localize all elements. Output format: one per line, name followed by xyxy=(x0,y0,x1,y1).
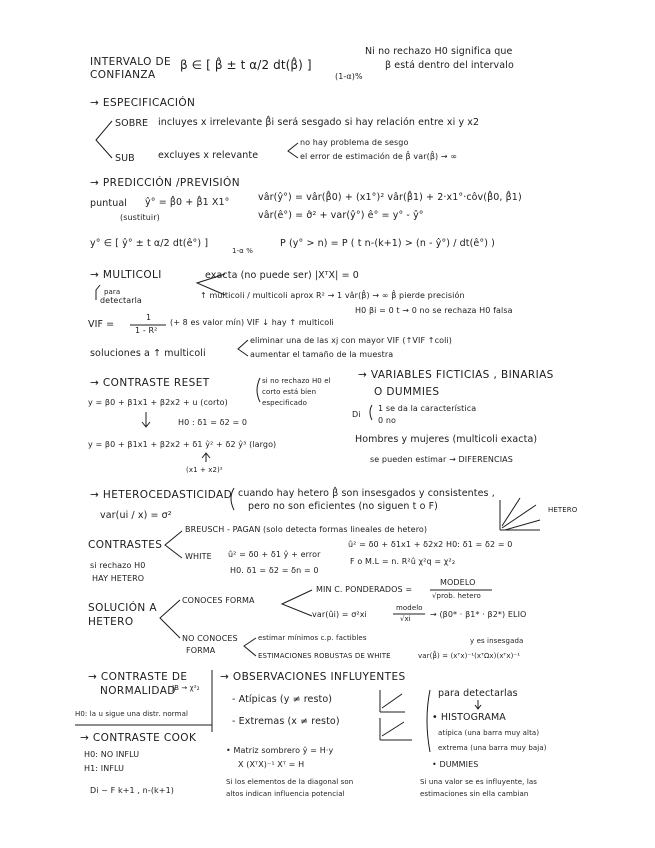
hetero-mini-graph xyxy=(500,498,540,530)
obs-matriz-eq: X (XᵀX)⁻¹ Xᵀ = H xyxy=(238,760,305,769)
hetero-elio: → (β0* · β1* · β2*) ELIO xyxy=(430,610,527,619)
hetero-text-2: pero no son eficientes (no siguen t o F) xyxy=(248,501,438,512)
reset-eq-1: y = β0 + β1x1 + β2x2 + u (corto) xyxy=(88,398,228,407)
obs-histograma: • HISTOGRAMA xyxy=(432,712,506,723)
hetero-white-eq: û² = δ0 + δ1 ŷ + error xyxy=(228,550,321,559)
esp-sub-angle xyxy=(288,143,298,158)
contrastes-angle xyxy=(165,531,182,558)
multi-title: → MULTICOLI xyxy=(90,269,162,281)
hetero-var: var(ui / x) = σ² xyxy=(100,510,172,521)
obs-valor-1: Si una valor se es influyente, las xyxy=(420,778,538,786)
pred-interval-sub: 1-α % xyxy=(232,247,253,255)
normal-title-1: → CONTRASTE DE xyxy=(88,671,188,683)
hetero-no-conoces-2: FORMA xyxy=(186,646,216,655)
reset-arrow-up xyxy=(202,453,210,462)
multi-aprox: ↑ multicoli / multicoli aprox R² → 1 vâr(β̂) → ∞ β̂ pierde precisión xyxy=(200,291,465,300)
esp-sobre-text: incluyes x irrelevante β̂i será sesgado si hay relación entre xi y x2 xyxy=(158,117,480,128)
hetero-conoces: CONOCES FORMA xyxy=(182,596,255,605)
atipicas-mini-graph xyxy=(380,690,405,712)
pred-var-e: vâr(ê°) = σ̂² + var(ŷ°) ê° = y° - ŷ° xyxy=(258,210,424,221)
ic-formula: β ∈ [ β̂ ± t α/2 dt(β̂) ] xyxy=(180,58,312,72)
normal-title-2: NORMALIDAD xyxy=(100,685,176,697)
cook-h0: H0: NO INFLU xyxy=(84,750,140,759)
esp-sobre-label: SOBRE xyxy=(115,118,149,129)
hetero-breusch: BREUSCH - PAGAN (solo detecta formas lineales de hetero) xyxy=(185,525,428,534)
hetero-graph-label: HETERO xyxy=(548,506,578,514)
reset-title: → CONTRASTE RESET xyxy=(90,377,210,389)
hetero-modelo2-num: modelo xyxy=(396,604,423,612)
fict-dif: se pueden estimar → DIFERENCIAS xyxy=(370,455,513,464)
obs-valor-2: estimaciones sin ella cambian xyxy=(420,790,529,798)
hetero-hay: HAY HETERO xyxy=(92,574,145,583)
obs-dummies: • DUMMIES xyxy=(432,760,479,769)
obs-matriz: • Matriz sombrero ŷ = H·y xyxy=(226,746,334,755)
esp-sub-note-1: no hay problema de sesgo xyxy=(300,138,409,147)
reset-note-2: corto está bien xyxy=(262,388,317,396)
hetero-solucion-2: HETERO xyxy=(88,616,134,628)
pred-prob: P (y° > n) = P ( t n-(k+1) > (n - ŷ°) / dt(ê°) ) xyxy=(280,238,495,249)
pred-var-eq: vâr(ŷ°) = vâr(β̂0) + (x1°)² vâr(β̂1) + 2·x1°·côv(β̂0, β̂1) xyxy=(258,192,522,203)
reset-note-1: si no rechazo H0 el xyxy=(262,377,331,385)
fict-di: Di xyxy=(352,410,361,419)
reset-eq-2-note: (x1 + x2)² xyxy=(186,466,223,474)
pred-interval: y° ∈ [ ŷ° ± t α/2 dt(ê°) ] xyxy=(90,238,209,249)
cook-di: Di ~ F k+1 , n-(k+1) xyxy=(90,786,174,795)
hetero-modelo2-den: √xi xyxy=(400,615,411,623)
fict-title-1: → VARIABLES FICTICIAS , BINARIAS xyxy=(358,369,554,381)
hetero-modelo-num: MODELO xyxy=(440,578,476,587)
hetero-robustas: ESTIMACIONES ROBUSTAS DE WHITE xyxy=(258,652,391,660)
detect-brace xyxy=(427,690,430,752)
hetero-si-rechazo: si rechazo H0 xyxy=(90,561,146,570)
multi-vif-den: 1 - R² xyxy=(135,326,158,335)
esp-sub-label: SUB xyxy=(115,153,135,164)
esp-brace xyxy=(96,121,112,158)
hetero-solucion-1: SOLUCIÓN A xyxy=(88,602,158,614)
no-conoces-angle xyxy=(244,638,256,656)
obs-para-detectar: para detectarlas xyxy=(438,688,518,699)
hetero-white-var: var(β̂) = (xᵀx)⁻¹(xᵀΩx)(xᵀx)⁻¹ xyxy=(418,652,521,660)
multi-para: para xyxy=(104,288,121,296)
hetero-mcp: MIN C. PONDERADOS = xyxy=(316,585,413,594)
multi-vif-num: 1 xyxy=(146,313,152,322)
detect-arrow-down xyxy=(475,700,481,709)
multi-sol-1: eliminar una de las xj con mayor VIF (↑VIF ↑coli) xyxy=(250,336,452,345)
hetero-fml: F o M.L = n. R²û χ²q = χ²₂ xyxy=(350,557,456,566)
hetero-white: WHITE xyxy=(185,552,212,561)
obs-atipicas: - Atípicas (y ≠ resto) xyxy=(232,694,333,705)
reset-arrow-down xyxy=(142,412,150,427)
multi-h0: H0 βi = 0 t → 0 no se rechaza H0 falsa xyxy=(355,306,513,315)
obs-atipica-note: atípica (una barra muy alta) xyxy=(438,729,540,737)
extremas-mini-graph xyxy=(380,718,412,740)
multi-sol-2: aumentar el tamaño de la muestra xyxy=(250,350,394,359)
hetero-no-conoces-1: NO CONOCES xyxy=(182,634,238,643)
multi-soluciones: soluciones a ↑ multicoli xyxy=(90,348,206,359)
cook-title: → CONTRASTE COOK xyxy=(80,732,197,744)
hetero-text-1: cuando hay hetero β̂ son insesgados y consistentes , xyxy=(238,488,495,499)
obs-extrema-note: extrema (una barra muy baja) xyxy=(438,744,547,752)
hetero-sesgada: y es insesgada xyxy=(470,637,524,645)
esp-title: → ESPECIFICACIÓN xyxy=(90,97,196,109)
hetero-breusch-eq: û² = δ0 + δ1x1 + δ2x2 H0: δ1 = δ2 = 0 xyxy=(348,540,513,549)
esp-sub-note-2: el error de estimación de β̂ var(β̂) → ∞ xyxy=(300,152,458,161)
hetero-var-eq: var(ûi) = σ²xi xyxy=(312,610,367,619)
obs-extremas: - Extremas (x ≠ resto) xyxy=(232,716,340,727)
multi-detectarla: detectarla xyxy=(100,296,142,305)
multi-vif-label: VIF = xyxy=(88,319,115,330)
ic-note-2: β está dentro del intervalo xyxy=(385,60,514,71)
hetero-title: → HETEROCEDASTICIDAD xyxy=(90,489,233,501)
ic-note-1: Ni no rechazo H0 significa que xyxy=(365,46,513,57)
multi-exacta: exacta (no puede ser) |XᵀX| = 0 xyxy=(205,270,359,281)
ic-label-1: INTERVALO DE xyxy=(90,56,172,68)
reset-note-3: especificado xyxy=(262,399,307,407)
hetero-white-h0: H0. δ1 = δ2 = δn = 0 xyxy=(230,566,319,575)
pred-title: → PREDICCIÓN /PREVISIÓN xyxy=(90,177,240,189)
fict-opt-0: 0 no xyxy=(378,416,396,425)
hetero-modelo-den: √prob. hetero xyxy=(432,592,481,600)
hetero-contrastes: CONTRASTES xyxy=(88,539,163,551)
pred-sustituir: (sustituir) xyxy=(120,213,160,222)
hetero-estimar: estimar mínimos c.p. factibles xyxy=(258,634,367,642)
fict-brace xyxy=(370,405,372,420)
soluciones-angle xyxy=(238,340,248,356)
fict-hm: Hombres y mujeres (multicoli exacta) xyxy=(355,434,538,445)
solucion-angle xyxy=(160,600,180,638)
pred-puntual: puntual xyxy=(90,198,127,209)
obs-diag-2: altos indican influencia potencial xyxy=(226,790,345,798)
ic-subscript: (1-α)% xyxy=(335,72,363,81)
fict-title-2: O DUMMIES xyxy=(374,386,440,398)
obs-title: → OBSERVACIONES INFLUYENTES xyxy=(220,671,406,683)
ic-label-2: CONFIANZA xyxy=(90,69,156,81)
normal-h0: H0: la u sigue una distr. normal xyxy=(75,710,189,718)
reset-note-paren xyxy=(257,378,260,402)
normal-chi: JB → χ²₂ xyxy=(172,684,200,692)
fict-opt-1: 1 se da la característica xyxy=(378,404,477,413)
esp-sub-text: excluyes x relevante xyxy=(158,150,259,161)
reset-h0: H0 : δ1 = δ2 = 0 xyxy=(178,418,248,427)
obs-diag-1: Si los elementos de la diagonal son xyxy=(226,778,354,786)
pred-puntual-eq: ŷ° = β̂0 + β̂1 X1° xyxy=(145,197,230,208)
cook-h1: H1: INFLU xyxy=(84,764,125,773)
multi-vif-note: (+ 8 es valor mín) VIF ↓ hay ↑ multicoli xyxy=(170,318,334,327)
conoces-angle xyxy=(282,590,312,616)
reset-eq-2: y = β0 + β1x1 + β2x2 + δ1 ŷ² + δ2 ŷ³ (largo) xyxy=(88,440,277,449)
